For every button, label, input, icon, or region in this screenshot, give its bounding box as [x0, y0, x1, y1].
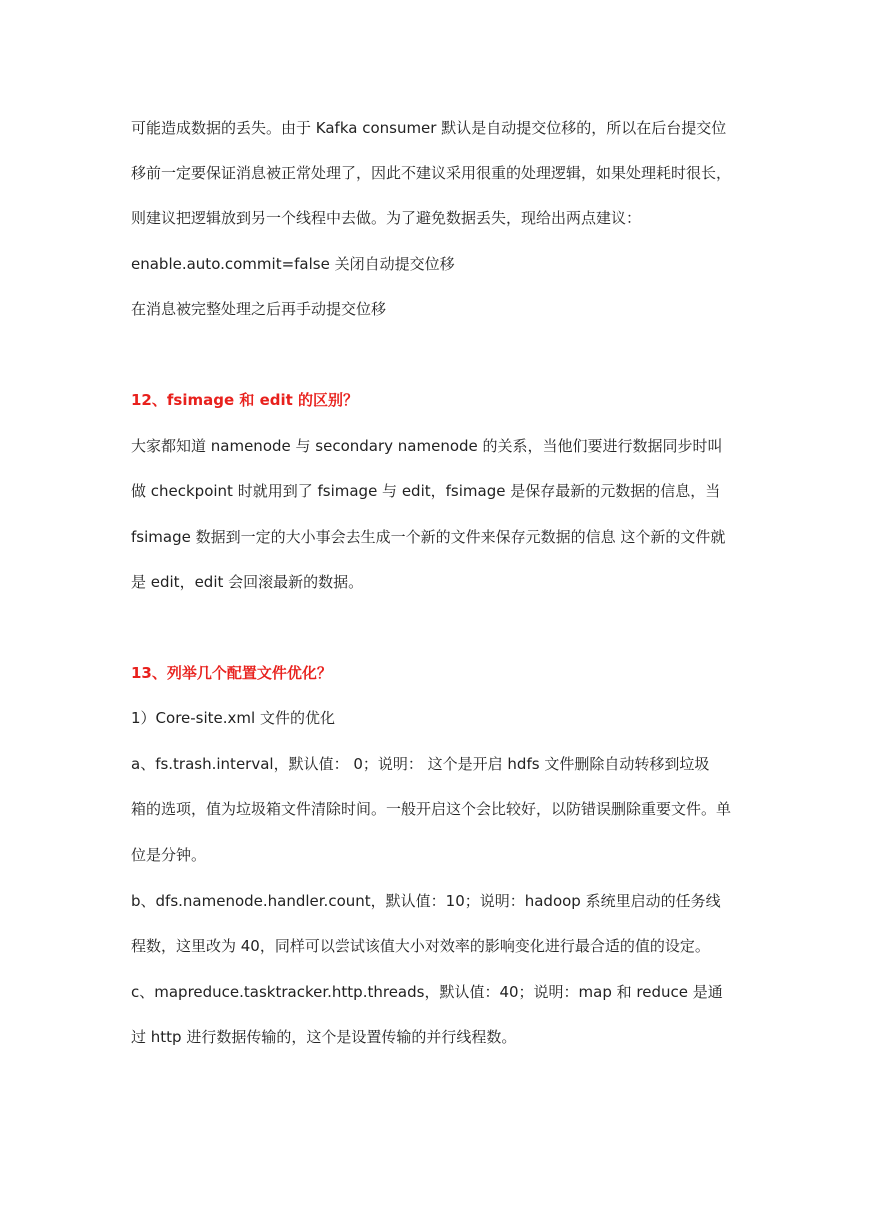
section-13-line-8: 过 http 进行数据传输的，这个是设置传输的并行线程数。 [131, 1028, 517, 1046]
section-12-line-3: fsimage 数据到一定的大小事会去生成一个新的文件来保存元数据的信息 这个新的文件就 [131, 528, 726, 546]
section-12-heading: 12、fsimage 和 edit 的区别？ [131, 391, 359, 409]
section-13-line-6: 程数，这里改为 40，同样可以尝试该值大小对效率的影响变化进行最合适的值的设定。 [131, 937, 710, 955]
section-13-line-7: c、mapreduce.tasktracker.http.threads，默认值：40；说明：map 和 reduce 是通 [131, 983, 723, 1001]
section-12-line-4: 是 edit，edit 会回滚最新的数据。 [131, 573, 364, 591]
section-13-heading: 13、列举几个配置文件优化？ [131, 664, 332, 682]
intro-line-2: 移前一定要保证消息被正常处理了，因此不建议采用很重的处理逻辑，如果处理耗时很长， [131, 164, 732, 182]
section-13-line-5: b、dfs.namenode.handler.count，默认值：10；说明：hadoop 系统里启动的任务线 [131, 892, 721, 910]
intro-line-5: 在消息被完整处理之后再手动提交位移 [131, 300, 387, 318]
section-12-line-1: 大家都知道 namenode 与 secondary namenode 的关系，当他们要进行数据同步时叫 [131, 437, 723, 455]
section-13-line-4: 位是分钟。 [131, 846, 207, 864]
section-12-line-2: 做 checkpoint 时就用到了 fsimage 与 edit，fsimage 是保存最新的元数据的信息，当 [131, 482, 721, 500]
section-13-line-1: 1）Core-site.xml 文件的优化 [131, 709, 335, 727]
intro-line-4: enable.auto.commit=false 关闭自动提交位移 [131, 255, 455, 273]
section-13-line-3: 箱的选项，值为垃圾箱文件清除时间。一般开启这个会比较好，以防错误删除重要文件。单 [131, 800, 732, 818]
intro-line-1: 可能造成数据的丢失。由于 Kafka consumer 默认是自动提交位移的，所以在后台提交位 [131, 119, 727, 137]
intro-line-3: 则建议把逻辑放到另一个线程中去做。为了避免数据丢失，现给出两点建议： [131, 209, 642, 227]
section-13-line-2: a、fs.trash.interval，默认值： 0；说明： 这个是开启 hdfs 文件删除自动转移到垃圾 [131, 755, 710, 773]
